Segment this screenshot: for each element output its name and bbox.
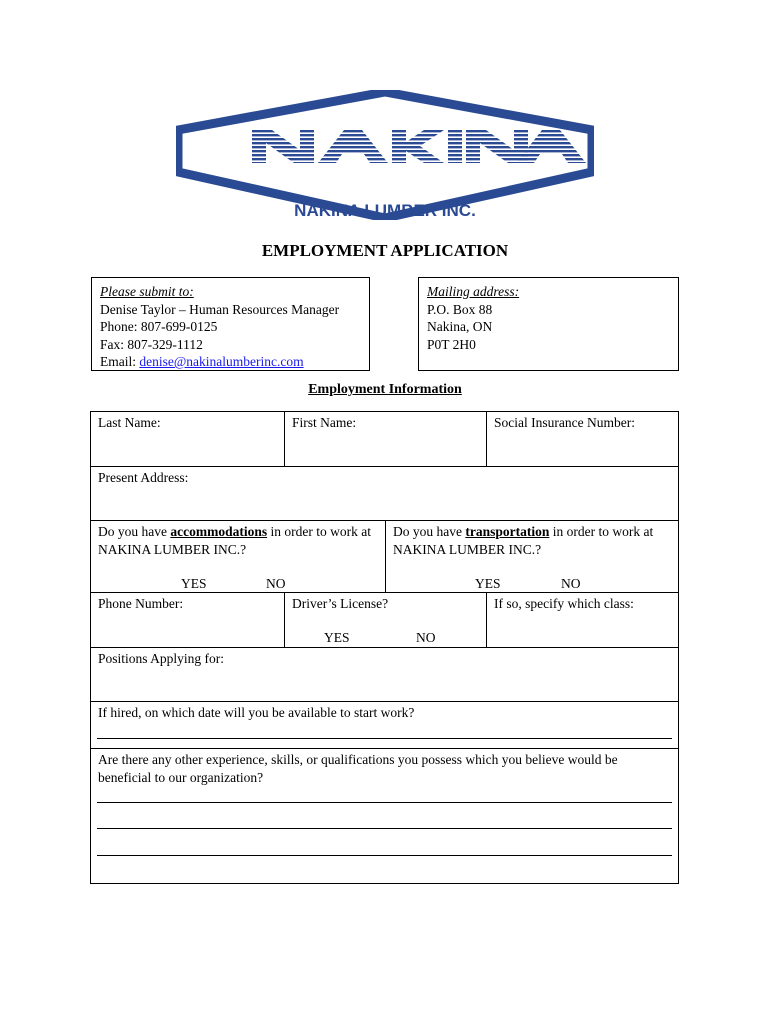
company-name: NAKINA LUMBER INC. xyxy=(294,201,476,220)
mailing-line1: P.O. Box 88 xyxy=(427,301,493,317)
experience-line-2 xyxy=(97,828,672,829)
experience-line-1 xyxy=(97,802,672,803)
experience-cell[interactable] xyxy=(90,748,679,884)
start-date-cell[interactable] xyxy=(90,701,679,749)
present-address-cell[interactable] xyxy=(90,466,679,521)
last-name-cell[interactable] xyxy=(90,411,285,467)
trans-yes[interactable]: YES xyxy=(475,576,501,591)
accom-no[interactable]: NO xyxy=(266,576,286,591)
present-address-label: Present Address: xyxy=(98,470,189,485)
sin-label: Social Insurance Number: xyxy=(494,415,635,430)
accom-post: in order to work at NAKINA LUMBER INC.? xyxy=(98,524,371,557)
submit-fax: Fax: 807-329-1112 xyxy=(100,336,203,352)
license-class-label: If so, specify which class: xyxy=(494,596,634,611)
submit-to-box xyxy=(91,277,370,371)
experience-line-3 xyxy=(97,855,672,856)
first-name-cell[interactable] xyxy=(284,411,487,467)
mailing-line2: Nakina, ON xyxy=(427,319,493,334)
license-yes[interactable]: YES xyxy=(324,630,350,645)
form-title: EMPLOYMENT APPLICATION xyxy=(261,241,509,260)
mailing-heading: Mailing address: xyxy=(427,284,520,299)
phone-number-label: Phone Number: xyxy=(98,596,184,611)
mailing-line3: P0T 2H0 xyxy=(427,336,476,352)
license-class-cell[interactable] xyxy=(486,592,679,648)
start-date-label: If hired, on which date will you be available to start work? xyxy=(98,705,415,720)
trans-no[interactable]: NO xyxy=(561,576,581,591)
drivers-license-label: Driver’s License? xyxy=(292,596,389,611)
accom-bold: accommodations xyxy=(170,524,268,539)
positions-cell[interactable] xyxy=(90,647,679,702)
last-name-label: Last Name: xyxy=(98,415,161,430)
submit-email-row xyxy=(100,353,369,371)
positions-label: Positions Applying for: xyxy=(98,651,225,666)
section-heading: Employment Information xyxy=(308,382,462,397)
trans-bold: transportation xyxy=(465,524,550,539)
mailing-address-box xyxy=(418,277,679,371)
email-label: Email: xyxy=(100,354,140,369)
submit-contact: Denise Taylor – Human Resources Manager xyxy=(100,301,340,317)
start-date-line xyxy=(97,738,672,739)
experience-label: Are there any other experience, skills, or qualifications you possess which you believe would be beneficial to our organization? xyxy=(98,752,618,785)
sin-cell[interactable] xyxy=(486,411,679,467)
transportation-cell xyxy=(385,520,679,593)
accom-yes[interactable]: YES xyxy=(181,576,207,591)
company-logo xyxy=(176,90,594,220)
drivers-license-cell xyxy=(284,592,487,648)
phone-number-cell[interactable] xyxy=(90,592,285,648)
accom-pre: Do you have xyxy=(98,524,171,539)
submit-heading: Please submit to: xyxy=(100,284,194,299)
first-name-label: First Name: xyxy=(292,415,357,430)
accommodations-cell xyxy=(90,520,386,593)
submit-phone: Phone: 807-699-0125 xyxy=(100,319,218,334)
license-no[interactable]: NO xyxy=(416,630,436,645)
trans-pre: Do you have xyxy=(393,524,466,539)
trans-post: in order to work at NAKINA LUMBER INC.? xyxy=(393,524,654,557)
email-link[interactable]: denise@nakinalumberinc.com xyxy=(139,354,304,369)
